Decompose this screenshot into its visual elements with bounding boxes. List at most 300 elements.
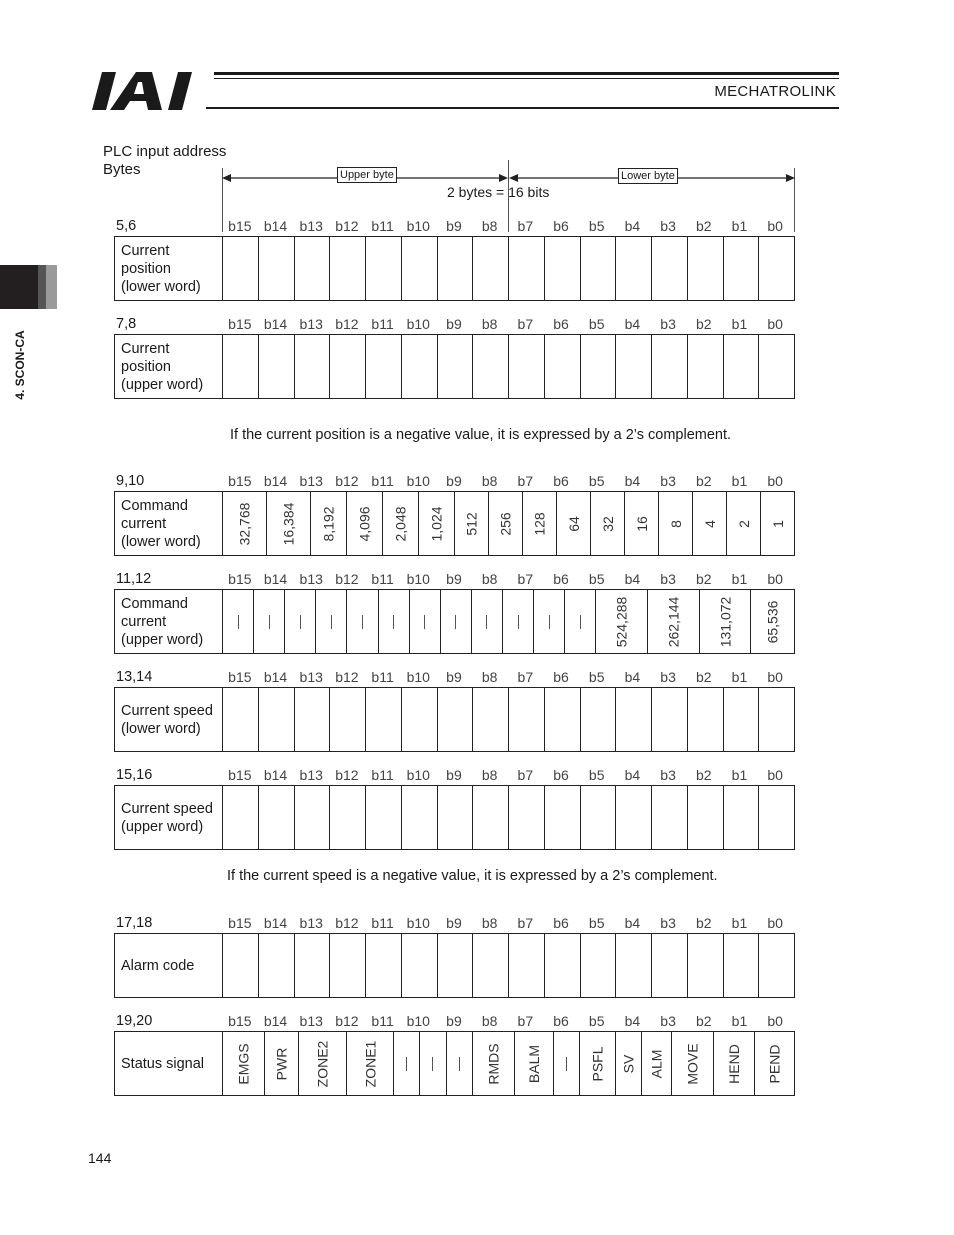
byte-address: 13,14 <box>116 669 153 685</box>
bit-label: b0 <box>767 915 783 931</box>
bit-value: 32 <box>599 515 616 532</box>
bit-cell <box>759 934 794 997</box>
bit-label: b9 <box>446 473 462 489</box>
bit-label: b6 <box>553 767 569 783</box>
span-label: 2 bytes = 16 bits <box>447 184 550 200</box>
section-label: 4. SCON-CA <box>13 330 27 400</box>
unused-bit-mark <box>238 615 239 629</box>
bit-label: b5 <box>588 669 605 685</box>
page-number: 144 <box>88 1150 112 1166</box>
bit-label: b2 <box>695 571 712 587</box>
bit-label: b11 <box>371 473 394 489</box>
bit-label: b6 <box>553 915 569 931</box>
bit-label: b2 <box>695 915 712 931</box>
bit-label: b11 <box>371 571 394 587</box>
bit-label: b3 <box>660 218 676 234</box>
bit-value: 524,288 <box>613 596 630 647</box>
unused-bit-mark <box>455 615 456 629</box>
bit-cell <box>438 688 474 751</box>
bit-value: SV <box>620 1054 637 1073</box>
bit-label: b5 <box>588 571 605 587</box>
bit-label: b13 <box>299 915 323 931</box>
register-label <box>115 237 223 300</box>
bit-label: b13 <box>299 767 323 783</box>
bit-cell <box>402 934 438 997</box>
unused-bit-mark <box>406 1057 407 1071</box>
register-row <box>114 491 795 556</box>
bit-value: PWR <box>273 1047 290 1080</box>
bit-cell <box>254 590 285 653</box>
bit-label-row <box>222 1013 795 1029</box>
bit-label: b6 <box>553 1013 569 1029</box>
bit-cell <box>295 688 331 751</box>
bit-cell <box>509 688 545 751</box>
bit-label: b13 <box>299 473 323 489</box>
bit-cell <box>642 1032 672 1095</box>
byte-address: 15,16 <box>116 767 153 783</box>
bit-cell <box>419 492 455 555</box>
register-label-line: current <box>121 613 167 630</box>
bit-label: b10 <box>406 915 430 931</box>
bit-label: b3 <box>660 915 676 931</box>
bit-cell <box>659 492 693 555</box>
bit-cell <box>759 335 794 398</box>
bit-cell <box>441 590 472 653</box>
plc-input-address-label: PLC input address <box>103 143 227 160</box>
bit-label: b3 <box>660 571 676 587</box>
bit-label: b1 <box>731 571 748 587</box>
register-label-line: Current <box>121 340 170 357</box>
bit-label: b4 <box>624 316 641 332</box>
register-label-line: (lower word) <box>121 720 201 737</box>
byte-address: 9,10 <box>116 473 145 489</box>
bit-label: b12 <box>335 767 359 783</box>
bit-cell <box>625 492 659 555</box>
bit-label: b8 <box>481 473 498 489</box>
bit-cell <box>581 786 617 849</box>
register-block-15-16 <box>114 763 795 850</box>
unused-bit-mark <box>459 1057 460 1071</box>
register-block-13-14 <box>114 665 795 752</box>
bit-cell <box>347 590 378 653</box>
bit-label: b15 <box>228 915 252 931</box>
bit-label: b8 <box>481 669 498 685</box>
bit-cell <box>545 335 581 398</box>
register-label <box>115 934 223 997</box>
bit-label-row <box>222 218 795 234</box>
bit-label: b13 <box>299 316 323 332</box>
bit-value: 512 <box>463 511 480 536</box>
bit-cell <box>727 492 761 555</box>
bit-cell <box>759 688 794 751</box>
bit-cell <box>759 237 794 300</box>
bit-label: b14 <box>263 473 288 489</box>
bit-label: b0 <box>767 473 783 489</box>
bit-label: b15 <box>228 473 252 489</box>
bit-cell <box>410 590 441 653</box>
bit-cell <box>330 335 366 398</box>
bit-cell <box>347 1032 395 1095</box>
bit-label: b4 <box>624 1013 641 1029</box>
register-row <box>114 687 795 752</box>
register-row <box>114 589 795 654</box>
bit-cell <box>394 1032 420 1095</box>
bit-cell <box>402 237 438 300</box>
register-block-5-6 <box>114 214 795 301</box>
unused-bit-mark <box>549 615 550 629</box>
bit-label: b5 <box>588 1013 605 1029</box>
bit-value: ZONE2 <box>314 1040 331 1087</box>
bit-cell <box>523 492 557 555</box>
bit-label: b9 <box>446 915 462 931</box>
bit-value: 128 <box>531 511 548 536</box>
bit-label: b14 <box>263 218 288 234</box>
bit-cell <box>581 934 617 997</box>
bit-cell <box>545 688 581 751</box>
bit-label: b11 <box>371 316 394 332</box>
bit-label: b6 <box>553 473 569 489</box>
bit-label: b5 <box>588 473 605 489</box>
bit-label: b9 <box>446 316 462 332</box>
bit-label: b6 <box>553 316 569 332</box>
bit-cell <box>295 934 331 997</box>
bit-value: 32,768 <box>236 502 253 545</box>
bit-label: b10 <box>406 473 430 489</box>
unused-bit-mark <box>393 615 394 629</box>
bit-cell <box>259 786 295 849</box>
bit-cell <box>714 1032 755 1095</box>
bit-cell <box>509 237 545 300</box>
bit-label-row <box>222 316 795 332</box>
bit-value: 1 <box>769 519 786 528</box>
bit-cell <box>366 237 402 300</box>
bit-label: b7 <box>517 316 534 332</box>
header-rule-bottom <box>206 107 839 109</box>
bit-label: b10 <box>406 218 430 234</box>
bit-cell <box>616 786 652 849</box>
bit-label-row <box>222 571 795 587</box>
bit-cell <box>616 934 652 997</box>
bit-cell <box>473 688 509 751</box>
bit-cell <box>557 492 591 555</box>
bit-cell <box>652 934 688 997</box>
bit-label: b2 <box>695 316 712 332</box>
byte-address: 19,20 <box>116 1013 153 1029</box>
unused-bit-mark <box>300 615 301 629</box>
register-row <box>114 236 795 301</box>
bit-cell <box>366 934 402 997</box>
unused-bit-mark <box>432 1057 433 1071</box>
bit-cell <box>688 934 724 997</box>
bit-cell <box>761 492 794 555</box>
bit-cell <box>616 688 652 751</box>
bit-cell <box>379 590 410 653</box>
bit-cell <box>330 688 366 751</box>
bit-label: b9 <box>446 1013 462 1029</box>
bit-label: b7 <box>517 571 534 587</box>
unused-bit-mark <box>518 615 519 629</box>
bit-label: b3 <box>660 1013 676 1029</box>
bit-label: b6 <box>553 669 569 685</box>
bit-label: b15 <box>228 1013 252 1029</box>
bit-cell <box>473 1032 515 1095</box>
bit-label: b14 <box>263 1013 288 1029</box>
bit-label: b9 <box>446 767 462 783</box>
bit-label: b2 <box>695 473 712 489</box>
bit-value: PEND <box>766 1044 783 1083</box>
bit-label: b14 <box>263 669 288 685</box>
bit-cell <box>565 590 596 653</box>
bit-cell <box>534 590 565 653</box>
bit-cell <box>509 934 545 997</box>
bit-label: b4 <box>624 473 641 489</box>
header-rule-top <box>214 72 839 75</box>
register-block-17-18 <box>114 911 795 998</box>
bit-value: 8,192 <box>320 505 337 542</box>
bit-cell <box>223 1032 265 1095</box>
bit-label: b6 <box>553 571 569 587</box>
section-tab-light <box>46 265 57 309</box>
bit-cell <box>616 335 652 398</box>
bit-label: b7 <box>517 669 534 685</box>
bit-value: 4,096 <box>356 505 373 542</box>
bit-label: b2 <box>695 1013 712 1029</box>
bit-label: b5 <box>588 218 605 234</box>
bit-cell <box>503 590 534 653</box>
bit-value: 65,536 <box>764 600 781 643</box>
register-block-7-8 <box>114 312 795 399</box>
register-label-line: Alarm code <box>121 957 195 974</box>
bit-value: 16 <box>633 515 650 532</box>
bit-label: b7 <box>517 473 534 489</box>
bit-cell <box>259 934 295 997</box>
bit-label: b13 <box>299 218 323 234</box>
bit-cell <box>223 688 259 751</box>
iai-logo <box>92 70 210 112</box>
bit-cell <box>509 335 545 398</box>
bit-label: b2 <box>695 218 712 234</box>
bit-label: b3 <box>660 669 676 685</box>
register-label-line: (upper word) <box>121 818 204 835</box>
bit-value: 4 <box>701 519 718 528</box>
bit-label: b10 <box>406 669 430 685</box>
bit-label: b9 <box>446 669 462 685</box>
bit-value: 256 <box>497 511 514 536</box>
bit-label: b12 <box>335 316 359 332</box>
bit-label: b0 <box>767 316 783 332</box>
bit-cell <box>223 786 259 849</box>
bit-label: b15 <box>228 571 252 587</box>
bit-label: b4 <box>624 571 641 587</box>
bit-label: b0 <box>767 669 783 685</box>
bit-cell <box>616 1032 642 1095</box>
bit-cell <box>652 237 688 300</box>
bit-label: b13 <box>299 571 323 587</box>
bit-label: b4 <box>624 218 641 234</box>
bit-label: b10 <box>406 316 430 332</box>
bit-label: b12 <box>335 218 359 234</box>
bit-cell <box>330 786 366 849</box>
bit-cell <box>652 335 688 398</box>
bit-label: b9 <box>446 571 462 587</box>
bit-cell <box>724 335 760 398</box>
bit-cell <box>447 1032 473 1095</box>
bit-value: 16,384 <box>280 502 297 545</box>
register-block-19-20 <box>114 1009 795 1096</box>
bit-cell <box>223 492 267 555</box>
bit-cell <box>652 786 688 849</box>
bit-label: b11 <box>371 218 394 234</box>
bit-label: b11 <box>371 915 394 931</box>
bit-cell <box>223 335 259 398</box>
register-row <box>114 334 795 399</box>
bit-label: b12 <box>335 915 359 931</box>
bit-cell <box>759 786 794 849</box>
bit-label: b15 <box>228 767 252 783</box>
unused-bit-mark <box>269 615 270 629</box>
bit-label: b1 <box>731 473 748 489</box>
bit-cell <box>265 1032 299 1095</box>
bit-label: b8 <box>481 915 498 931</box>
bit-value: MOVE <box>684 1042 701 1085</box>
register-label-line: (upper word) <box>121 631 204 648</box>
bit-label: b12 <box>335 571 359 587</box>
bit-cell <box>299 1032 347 1095</box>
bit-cell <box>591 492 625 555</box>
bit-cell <box>285 590 316 653</box>
bit-value: RMDS <box>485 1042 502 1085</box>
bit-value: 64 <box>565 515 582 532</box>
bit-label: b1 <box>731 767 748 783</box>
unused-bit-mark <box>424 615 425 629</box>
bit-label: b9 <box>446 218 462 234</box>
register-label-line: Current <box>121 242 170 259</box>
bit-cell <box>724 688 760 751</box>
bit-value: BALM <box>526 1044 542 1083</box>
bit-label: b3 <box>660 316 676 332</box>
bit-value: 2 <box>735 519 752 528</box>
bit-cell <box>438 934 474 997</box>
unused-bit-mark <box>580 615 581 629</box>
register-label-line: Current speed <box>121 800 213 817</box>
bit-cell <box>688 786 724 849</box>
bit-value: ZONE1 <box>361 1040 378 1087</box>
register-block-11-12 <box>114 567 795 654</box>
bit-label: b7 <box>517 1013 534 1029</box>
bit-label: b4 <box>624 915 641 931</box>
byte-address: 17,18 <box>116 915 153 931</box>
register-label-line: Command <box>121 497 188 514</box>
bit-cell <box>724 786 760 849</box>
bit-label: b0 <box>767 218 783 234</box>
bit-label: b1 <box>731 1013 748 1029</box>
unused-bit-mark <box>566 1057 567 1071</box>
register-label <box>115 335 223 398</box>
bit-cell <box>581 688 617 751</box>
bit-cell <box>616 237 652 300</box>
bit-label-row <box>222 473 795 489</box>
bit-label: b15 <box>228 218 252 234</box>
bit-cell <box>420 1032 446 1095</box>
bit-label: b0 <box>767 571 783 587</box>
bit-cell <box>724 934 760 997</box>
bit-cell <box>688 237 724 300</box>
bit-label: b5 <box>588 767 605 783</box>
bit-label: b8 <box>481 218 498 234</box>
register-block-9-10 <box>114 469 795 556</box>
bit-label: b3 <box>660 473 676 489</box>
bit-label: b5 <box>588 915 605 931</box>
byte-span-arrows <box>222 171 795 185</box>
bit-label: b5 <box>588 316 605 332</box>
bit-label: b10 <box>406 571 430 587</box>
bit-cell <box>259 335 295 398</box>
bit-label: b11 <box>371 1013 394 1029</box>
unused-bit-mark <box>362 615 363 629</box>
header-rule-thin <box>214 78 839 79</box>
bit-label: b4 <box>624 669 641 685</box>
bit-cell <box>438 237 474 300</box>
bit-label: b15 <box>228 316 252 332</box>
bit-label: b13 <box>299 669 323 685</box>
bit-cell <box>554 1032 580 1095</box>
bit-cell <box>724 237 760 300</box>
bit-cell <box>347 492 383 555</box>
bit-cell <box>473 786 509 849</box>
unused-bit-mark <box>486 615 487 629</box>
byte-address: 5,6 <box>116 218 137 234</box>
bit-cell <box>316 590 347 653</box>
bit-cell <box>755 1032 794 1095</box>
bit-label: b1 <box>731 915 748 931</box>
bit-cell <box>223 237 259 300</box>
lower-byte-label: Lower byte <box>618 168 678 184</box>
bit-label: b13 <box>299 1013 323 1029</box>
bit-label: b11 <box>371 669 394 685</box>
bit-label: b12 <box>335 473 359 489</box>
bit-label: b12 <box>335 1013 359 1029</box>
bit-label-row <box>222 915 795 931</box>
bit-label: b7 <box>517 915 534 931</box>
bit-value: 1,024 <box>428 505 445 542</box>
bit-cell <box>383 492 419 555</box>
bit-label-row <box>222 767 795 783</box>
bit-cell <box>581 237 617 300</box>
bit-value: 2,048 <box>392 505 409 542</box>
note-speed-negative: If the current speed is a negative value, it is expressed by a 2’s complement. <box>227 868 718 884</box>
register-row <box>114 933 795 998</box>
bit-cell <box>509 786 545 849</box>
register-label-line: Current speed <box>121 702 213 719</box>
bit-label: b1 <box>731 669 748 685</box>
register-label-line: (lower word) <box>121 533 201 550</box>
byte-address: 7,8 <box>116 316 137 332</box>
register-label <box>115 786 223 849</box>
register-row <box>114 785 795 850</box>
bit-label: b8 <box>481 767 498 783</box>
bit-label: b15 <box>228 669 252 685</box>
bit-cell <box>259 237 295 300</box>
bit-label: b14 <box>263 571 288 587</box>
bit-label: b12 <box>335 669 359 685</box>
bit-cell <box>693 492 727 555</box>
bit-cell <box>330 237 366 300</box>
bit-value: 262,144 <box>665 596 682 647</box>
bit-label: b8 <box>481 316 498 332</box>
register-label-line: Command <box>121 595 188 612</box>
bit-label: b8 <box>481 571 498 587</box>
bit-label: b8 <box>481 1013 498 1029</box>
